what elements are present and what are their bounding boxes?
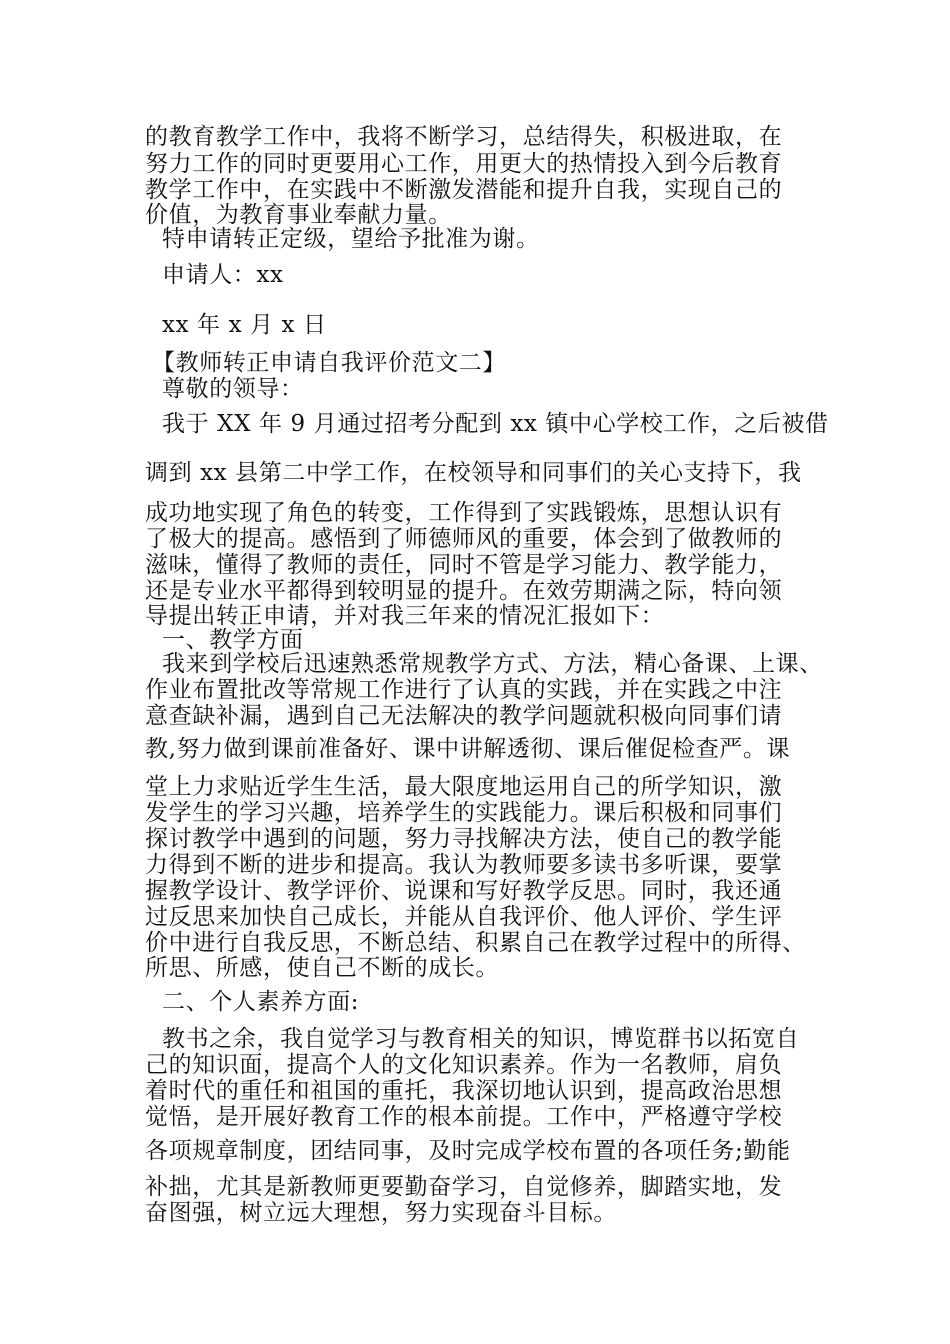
paragraph-line: 意查缺补漏，遇到自己无法解决的教学问题就积极向同事们请 [145,703,783,729]
paragraph-line: 我于 XX 年 9 月通过招考分配到 xx 镇中心学校工作，之后被借 [162,411,829,437]
paragraph-line: 价中进行自我反思，不断总结、积累自己在教学过程中的所得、 [145,930,806,956]
paragraph-line: 努力工作的同时更要用心工作，用更大的热情投入到今后教育 [145,151,783,177]
paragraph-line: 奋图强，树立远大理想，努力实现奋斗目标。 [145,1200,617,1226]
paragraph-line: 补拙，尤其是新教师更要勤奋学习，自觉修养，脚踏实地，发 [145,1174,783,1200]
paragraph-line: 调到 xx 县第二中学工作，在校领导和同事们的关心支持下，我 [145,460,802,486]
applicant-line: 申请人：xx [162,262,284,288]
section-title: 【教师转正申请自我评价范文二】 [152,350,506,376]
request-line: 特申请转正定级，望给予批准为谢。 [162,226,540,252]
paragraph-line: 教,努力做到课前准备好、课中讲解透彻、课后催促检查严。课 [145,736,791,762]
paragraph-line: 所思、所感，使自己不断的成长。 [145,955,499,981]
paragraph-line: 的教育教学工作中，我将不断学习，总结得失，积极进取，在 [145,124,783,150]
paragraph-line: 过反思来加快自己成长，并能从自我评价、他人评价、学生评 [145,904,783,930]
paragraph-line: 我来到学校后迅速熟悉常规教学方式、方法，精心备课、上课、 [162,651,823,677]
paragraph-line: 各项规章制度，团结同事，及时完成学校布置的各项任务;勤能 [145,1138,791,1164]
salutation: 尊敬的领导： [162,376,304,402]
section-heading: 一、教学方面 [162,627,304,653]
paragraph-line: 堂上力求贴近学生生活，最大限度地运用自己的所学知识，激 [145,774,783,800]
paragraph-line: 还是专业水平都得到较明显的提升。在效劳期满之际，特向领 [145,578,783,604]
paragraph-line: 探讨教学中遇到的问题，努力寻找解决方法，使自己的教学能 [145,826,783,852]
paragraph-line: 作业布置批改等常规工作进行了认真的实践，并在实践之中注 [145,677,783,703]
paragraph-line: 己的知识面，提高个人的文化知识素养。作为一名教师，肩负 [145,1052,783,1078]
paragraph-line: 了极大的提高。感悟到了师德师风的重要，体会到了做教师的 [145,526,783,552]
section-heading: 二、个人素养方面: [162,989,360,1015]
paragraph-line: 发学生的学习兴趣，培养学生的实践能力。课后积极和同事们 [145,800,783,826]
paragraph-line: 导提出转正申请，并对我三年来的情况汇报如下： [145,603,665,629]
paragraph-line: 成功地实现了角色的转变，工作得到了实践锻炼，思想认识有 [145,500,783,526]
paragraph-line: 教学工作中，在实践中不断激发潜能和提升自我，实现自己的 [145,177,783,203]
paragraph-line: 价值，为教育事业奉献力量。 [145,202,452,228]
date-line: xx 年 x 月 x 日 [162,312,327,338]
paragraph-line: 力得到不断的进步和提高。我认为教师要多读书多听课，要掌 [145,852,783,878]
paragraph-line: 教书之余，我自觉学习与教育相关的知识，博览群书以拓宽自 [162,1026,800,1052]
paragraph-line: 握教学设计、教学评价、说课和写好教学反思。同时，我还通 [145,878,783,904]
paragraph-line: 滋味，懂得了教师的责任，同时不管是学习能力、教学能力， [145,552,783,578]
paragraph-line: 着时代的重任和祖国的重托，我深切地认识到，提高政治思想 [145,1078,783,1104]
paragraph-line: 觉悟，是开展好教育工作的根本前提。工作中，严格遵守学校 [145,1104,783,1130]
